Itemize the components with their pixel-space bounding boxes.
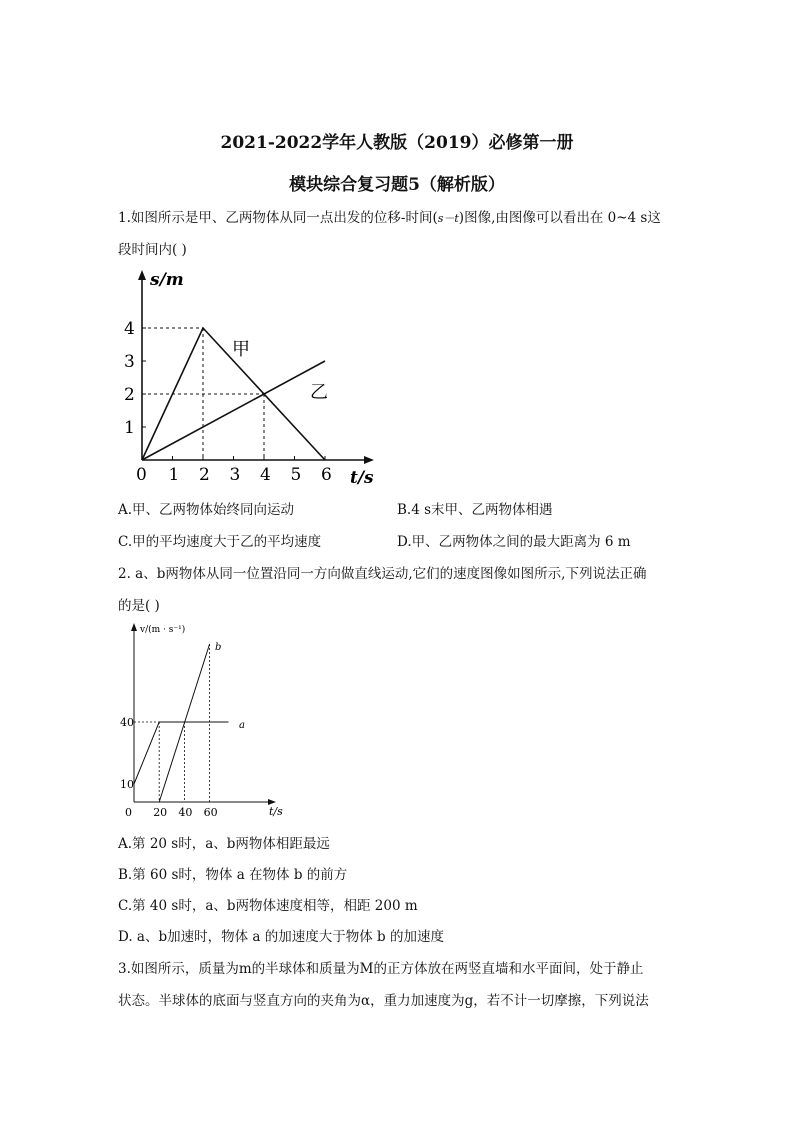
x-tick-label: 1 xyxy=(168,465,180,485)
x-tick-label: 0 xyxy=(136,465,147,485)
q1-stem-suffix: )图像,由图像可以看出在 0~4 s这 xyxy=(458,210,661,226)
q2-option-c: C.第 40 s时，a、b两物体速度相等，相距 200 m xyxy=(118,898,418,914)
series-label: b xyxy=(215,642,222,653)
q3-stem-line2: 状态。半球体的底面与竖直方向的夹角为α，重力加速度为g，若不计一切摩擦，下列说法 xyxy=(118,993,649,1009)
x-axis-arrow xyxy=(364,456,374,464)
q1-option-b: B.4 s末甲、乙两物体相遇 xyxy=(397,502,553,518)
y-axis-label: s/m xyxy=(150,270,184,290)
q1-option-d: D.甲、乙两物体之间的最大距离为 6 m xyxy=(397,534,631,550)
q1-stem-math: s－t xyxy=(437,212,459,225)
x-tick-label: 3 xyxy=(229,465,241,485)
q1-stem-line2: 段时间内( ) xyxy=(118,242,187,258)
y-tick-label: 1 xyxy=(124,418,135,438)
x-tick-label: 40 xyxy=(178,806,193,819)
q1-stem-prefix: 1.如图所示是甲、乙两物体从同一点出发的位移-时间( xyxy=(118,210,438,226)
paper-title-line1: 2021-2022学年人教版（2019）必修第一册 xyxy=(220,133,574,153)
q2-option-a: A.第 20 s时，a、b两物体相距最远 xyxy=(118,836,330,852)
y-axis-arrow xyxy=(138,270,146,280)
q2-stem-line2: 的是( ) xyxy=(118,598,160,614)
y-tick-label: 10 xyxy=(120,778,134,791)
q2-stem-line1: 2. a、b两物体从同一位置沿同一方向做直线运动,它们的速度图像如图所示,下列说法正确 xyxy=(118,566,647,582)
x-tick-label: 20 xyxy=(153,806,168,819)
x-tick-label: 4 xyxy=(260,465,271,485)
series-line-yi xyxy=(142,361,325,460)
x-tick-label: 0 xyxy=(125,806,132,819)
q2-vt-graph xyxy=(112,617,292,822)
x-axis-label: t/s xyxy=(269,805,283,818)
q3-stem-line1: 3.如图所示，质量为m的半球体和质量为M的正方体放在两竖直墙和水平面间，处于静止 xyxy=(118,961,644,977)
x-tick-label: 6 xyxy=(321,465,332,485)
x-tick-label: 60 xyxy=(203,806,218,819)
y-tick-label: 2 xyxy=(124,385,135,405)
y-tick-label: 3 xyxy=(124,352,135,372)
q2-option-d: D. a、b加速时，物体 a 的加速度大于物体 b 的加速度 xyxy=(118,929,444,945)
q1-st-graph xyxy=(112,265,392,495)
x-axis-label: t/s xyxy=(350,468,374,488)
y-axis-arrow xyxy=(131,623,137,631)
series-label: 甲 xyxy=(232,339,250,360)
x-tick-label: 2 xyxy=(199,465,210,485)
y-tick-label: 40 xyxy=(120,716,134,729)
q2-option-b: B.第 60 s时，物体 a 在物体 b 的前方 xyxy=(118,867,348,883)
series-label: a xyxy=(239,720,245,731)
y-tick-label: 4 xyxy=(124,319,135,339)
q1-stem-line1 xyxy=(118,206,661,226)
paper-title-line2: 模块综合复习题5（解析版） xyxy=(289,175,505,195)
series-label: 乙 xyxy=(310,382,328,403)
q1-option-a: A.甲、乙两物体始终同向运动 xyxy=(118,502,295,518)
y-axis-label: v/(m · s⁻¹) xyxy=(140,625,186,635)
q1-option-c: C.甲的平均速度大于乙的平均速度 xyxy=(118,534,322,550)
x-tick-label: 5 xyxy=(290,465,302,485)
